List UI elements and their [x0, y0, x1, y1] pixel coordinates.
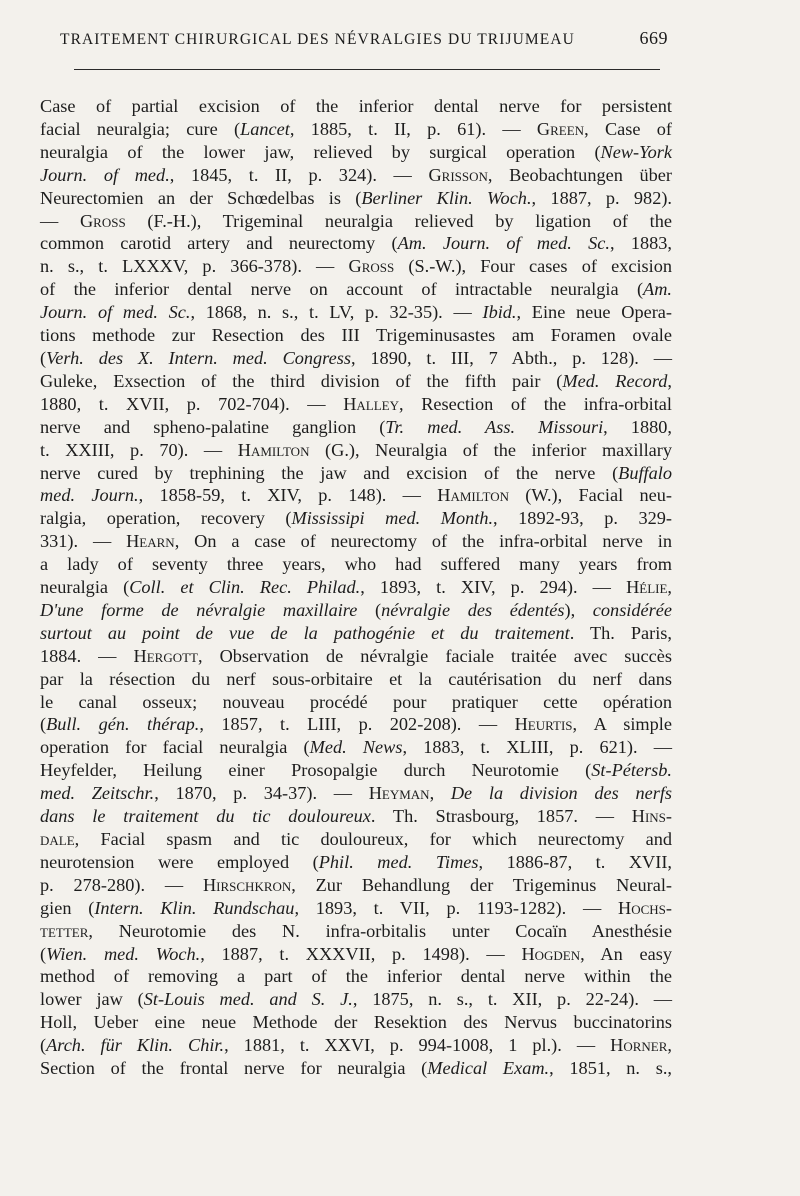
- text-line: med. Zeitschr., 1870, p. 34-37). — Heyman, De la division des nerfs: [40, 783, 673, 804]
- text-line: 1884. — Hergott, Observation de névralgie faciale traitée avec succès: [40, 645, 672, 666]
- text-line: Guleke, Exsection of the third division of the fifth pair (Med. Record,: [40, 370, 672, 391]
- text-line: Holl, Ueber eine neue Methode der Resektion des Nervus buccinatorins: [40, 1012, 672, 1033]
- text-line: a lady of seventy three years, who had suffered many years from: [40, 554, 672, 575]
- text-line: Journ. of med., 1845, t. II, p. 324). — Grisson, Beobachtungen über: [40, 164, 672, 185]
- text-line: neuralgia of the lower jaw, relieved by surgical operation (New-York: [40, 141, 672, 162]
- text-line: le canal osseux; nouveau procédé pour pratiquer cette opération: [40, 691, 672, 712]
- text-line: — Gross (F.-H.), Trigeminal neuralgia relieved by ligation of the: [40, 210, 672, 231]
- text-line: 331). — Hearn, On a case of neurectomy of the infra-orbital nerve in: [40, 531, 672, 552]
- text-line: t. XXIII, p. 70). — Hamilton (G.), Neuralgia of the inferior maxillary: [40, 439, 672, 460]
- text-line: tetter, Neurotomie des N. infra-orbitalis unter Cocaïn Anesthésie: [40, 920, 672, 941]
- page-number: 669: [639, 28, 668, 48]
- text-line: facial neuralgia; cure (Lancet, 1885, t. II, p. 61). — Green, Case of: [40, 118, 672, 139]
- running-title: TRAITEMENT CHIRURGICAL DES NÉVRALGIES DU TRIJUMEAU: [60, 31, 575, 48]
- text-line: ralgia, operation, recovery (Mississipi med. Month., 1892-93, p. 329-: [40, 508, 672, 529]
- text-line: nerve cured by trephining the jaw and excision of the nerve (Buffalo: [40, 462, 672, 483]
- text-line: lower jaw (St-Louis med. and S. J., 1875, n. s., t. XII, p. 22-24). —: [40, 989, 673, 1010]
- text-line: (Wien. med. Woch., 1887, t. XXXVII, p. 1498). — Hogden, An easy: [40, 943, 672, 964]
- running-header: [60, 28, 668, 58]
- text-line: par la résection du nerf sous-orbitaire et la cautérisation du nerf dans: [40, 668, 672, 689]
- text-line: (Bull. gén. thérap., 1857, t. LIII, p. 202-208). — Heurtis, A simple: [40, 714, 672, 735]
- text-line: gien (Intern. Klin. Rundschau, 1893, t. VII, p. 1193-1282). — Hochs-: [40, 897, 672, 918]
- text-line: tions methode zur Resection des III Trigeminusastes am Foramen ovale: [40, 325, 672, 346]
- text-line: dans le traitement du tic douloureux. Th. Strasbourg, 1857. — Hins-: [40, 806, 672, 827]
- text-line: neurotension were employed (Phil. med. Times, 1886-87, t. XVII,: [40, 851, 672, 872]
- bibliography-text: [40, 95, 672, 1080]
- text-line: Section of the frontal nerve for neuralgia (Medical Exam., 1851, n. s.,: [40, 1058, 672, 1079]
- text-line: dale, Facial spasm and tic douloureux, for which neurectomy and: [40, 829, 672, 849]
- header-rule: [74, 69, 660, 70]
- text-line: (Arch. für Klin. Chir., 1881, t. XXVI, p. 994-1008, 1 pl.). — Horner,: [40, 1035, 672, 1056]
- text-line: Heyfelder, Heilung einer Prosopalgie durch Neurotomie (St-Pétersb.: [40, 760, 672, 781]
- text-line: Neurectomien an der Schœdelbas is (Berliner Klin. Woch., 1887, p. 982).: [40, 187, 672, 208]
- text-line: D'une forme de névralgie maxillaire (névralgie des édentés), considérée: [40, 599, 672, 620]
- text-line: Case of partial excision of the inferior dental nerve for persistent: [40, 96, 672, 116]
- text-line: neuralgia (Coll. et Clin. Rec. Philad., 1893, t. XIV, p. 294). — Hélie,: [40, 577, 672, 598]
- text-line: operation for facial neuralgia (Med. News, 1883, t. XLIII, p. 621). —: [40, 737, 672, 758]
- text-line: method of removing a part of the inferior dental nerve within the: [40, 966, 672, 987]
- text-line: Journ. of med. Sc., 1868, n. s., t. LV, p. 32-35). — Ibid., Eine neue Opera-: [40, 302, 673, 323]
- text-line: 1880, t. XVII, p. 702-704). — Halley, Resection of the infra-orbital: [40, 393, 673, 414]
- text-line: surtout au point de vue de la pathogénie et du traitement. Th. Paris,: [40, 622, 672, 643]
- text-line: (Verh. des X. Intern. med. Congress, 1890, t. III, 7 Abth., p. 128). —: [40, 347, 673, 368]
- text-line: nerve and spheno-palatine ganglion (Tr. med. Ass. Missouri, 1880,: [40, 416, 672, 437]
- text-line: n. s., t. LXXXV, p. 366-378). — Gross (S.-W.), Four cases of excision: [40, 256, 672, 277]
- text-line: common carotid artery and neurectomy (Am. Journ. of med. Sc., 1883,: [40, 233, 672, 254]
- text-line: med. Journ., 1858-59, t. XIV, p. 148). — Hamilton (W.), Facial neu-: [40, 485, 672, 506]
- text-line: of the inferior dental nerve on account of intractable neuralgia (Am.: [40, 279, 672, 300]
- text-line: p. 278-280). — Hirschkron, Zur Behandlung der Trigeminus Neural-: [40, 874, 673, 895]
